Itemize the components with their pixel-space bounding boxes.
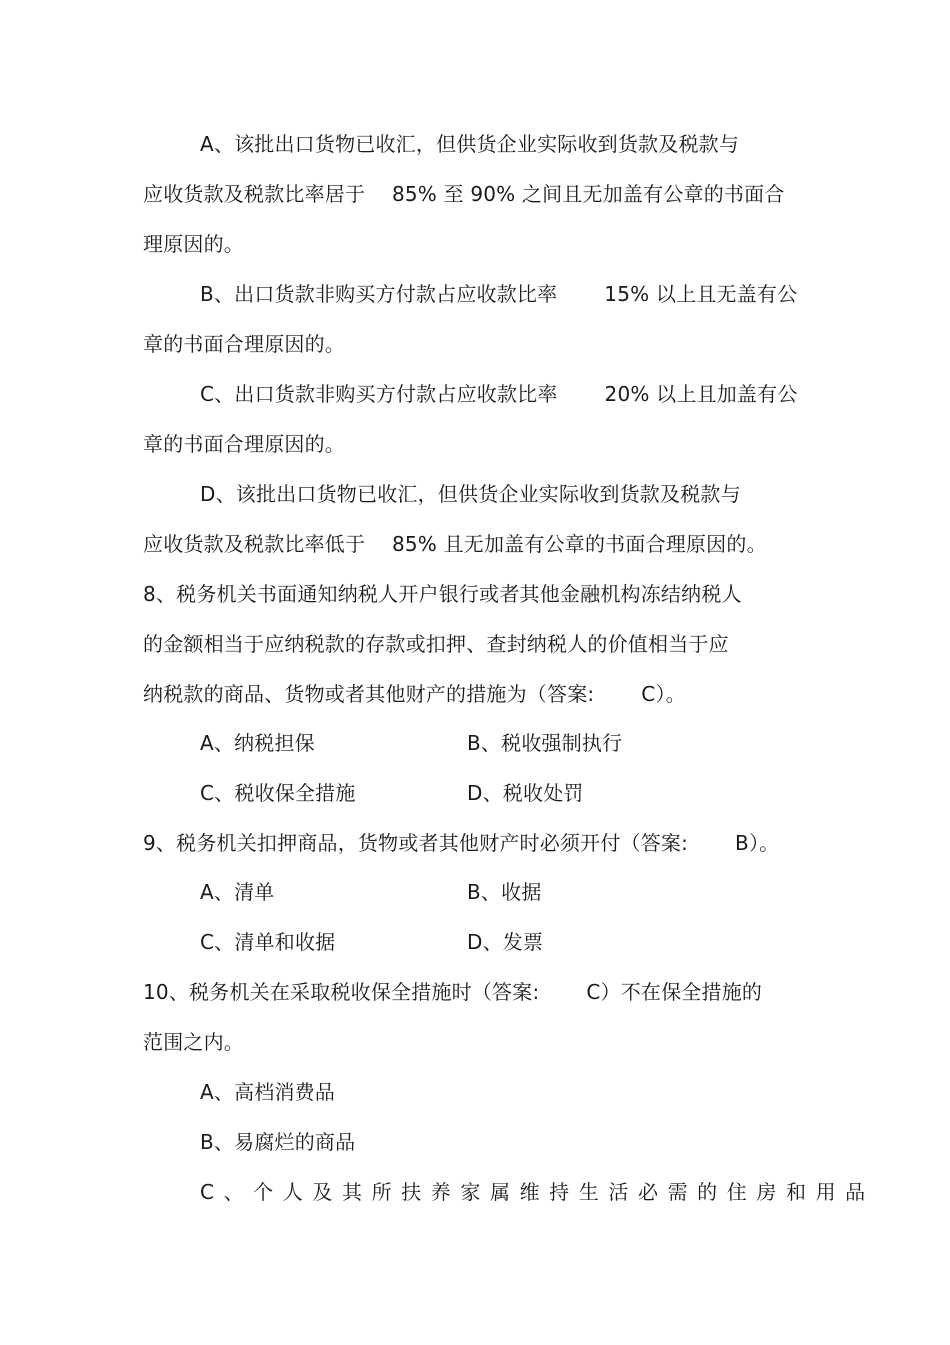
option-c-line-2: 章的书面合理原因的。	[143, 432, 345, 456]
option-a-line-3: 理原因的。	[143, 232, 244, 256]
option-b-line-1: B、出口货款非购买方付款占应收款比率 15% 以上且无盖有公	[200, 282, 798, 306]
q10-option-a: A、高档消费品	[200, 1080, 336, 1104]
question-9: 9、税务机关扣押商品，货物或者其他财产时必须开付（答案: B）。	[143, 831, 780, 855]
question-10-line-1: 10、税务机关在采取税收保全措施时（答案: C）不在保全措施的	[143, 980, 763, 1004]
option-c-line-1: C、出口货款非购买方付款占应收款比率 20% 以上且加盖有公	[200, 382, 798, 406]
option-b-line-2: 章的书面合理原因的。	[143, 332, 345, 356]
q9-option-d: D、发票	[467, 930, 544, 954]
q9-option-b: B、收据	[467, 880, 542, 904]
q8-option-c: C、税收保全措施	[200, 781, 356, 805]
question-8-line-1: 8、税务机关书面通知纳税人开户银行或者其他金融机构冻结纳税人	[143, 582, 742, 606]
question-8-line-3: 纳税款的商品、货物或者其他财产的措施为（答案: C）。	[143, 682, 686, 706]
option-d-line-1: D、该批出口货物已收汇，但供货企业实际收到货款及税款与	[200, 482, 741, 506]
option-a-line-1: A、该批出口货物已收汇，但供货企业实际收到货款及税款与	[200, 132, 740, 156]
q10-option-c: C、个人及其所扶养家属维持生活必需的住房和用品	[200, 1180, 875, 1204]
q9-option-a: A、清单	[200, 880, 275, 904]
q8-option-d: D、税收处罚	[467, 781, 584, 805]
q9-option-c: C、清单和收据	[200, 930, 336, 954]
question-10-line-2: 范围之内。	[143, 1030, 244, 1054]
q8-option-a: A、纳税担保	[200, 731, 315, 755]
option-a-line-2: 应收货款及税款比率居于 85% 至 90% 之间且无加盖有公章的书面合	[143, 182, 785, 206]
q8-option-b: B、税收强制执行	[467, 731, 623, 755]
option-d-line-2: 应收货款及税款比率低于 85% 且无加盖有公章的书面合理原因的。	[143, 532, 767, 556]
q10-option-b: B、易腐烂的商品	[200, 1130, 356, 1154]
question-8-line-2: 的金额相当于应纳税款的存款或扣押、查封纳税人的价值相当于应	[143, 632, 729, 656]
